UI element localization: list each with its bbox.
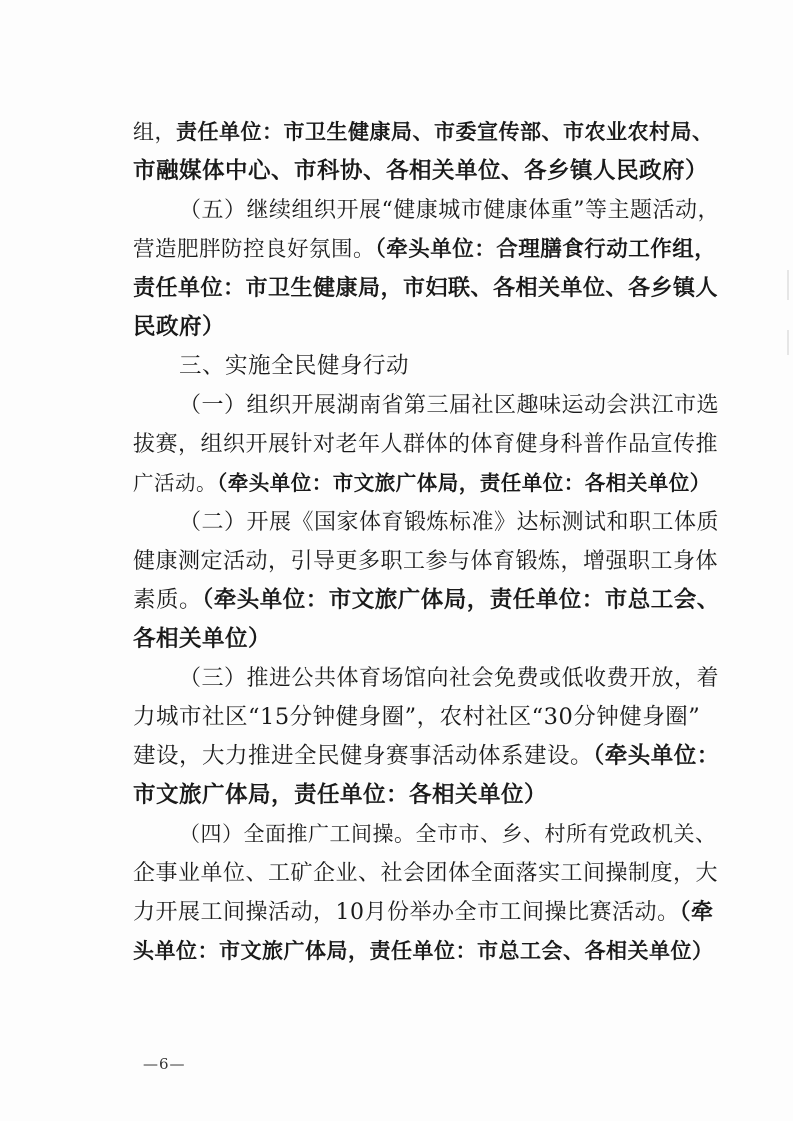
text-line <box>133 776 723 815</box>
text-line <box>133 230 723 269</box>
text-line <box>133 386 723 425</box>
text-line <box>133 854 723 893</box>
text-line <box>133 932 723 971</box>
responsibility-text: （牵头单位：合理膳食行动工作组， <box>375 237 717 262</box>
text-line <box>133 191 723 230</box>
responsibility-text: 市文旅广体局，责任单位：各相关单位） <box>133 782 548 808</box>
text-line <box>133 308 723 347</box>
responsibility-text: （牵 <box>679 900 714 925</box>
body-text: 力开展工间操活动，10月份举办全市工间操比赛活动。 <box>133 900 680 925</box>
text-line <box>133 620 723 659</box>
text-line <box>133 815 723 854</box>
scan-edge-mark <box>787 270 789 300</box>
responsibility-text: 头单位：市文旅广体局，责任单位：市总工会、各相关单位） <box>133 939 714 963</box>
body-text: 组， <box>133 120 176 144</box>
text-line <box>133 425 723 464</box>
body-text: 营造肥胖防控良好氛围。 <box>133 237 376 262</box>
text-line <box>133 542 723 581</box>
text-line <box>133 659 723 698</box>
text-line <box>133 152 723 191</box>
body-text: 建设，大力推进全民健身赛事活动体系建设。 <box>133 743 594 769</box>
body-text: 力城市社区“15分钟健身圈”，农村社区“30分钟健身圈” <box>133 704 701 730</box>
body-text: （四）全面推广工间操。全市市、乡、村所有党政机关、 <box>179 822 717 846</box>
responsibility-text: 责任单位：市卫生健康局、市委宣传部、市农业农村局、 <box>176 120 714 144</box>
body-text: 素质。 <box>133 587 203 613</box>
responsibility-text: 各相关单位） <box>133 626 272 652</box>
responsibility-text: 市融媒体中心、市科协、各相关单位、各乡镇人民政府） <box>133 158 709 184</box>
body-text: 广活动。 <box>133 471 217 495</box>
body-text: （一）组织开展湖南省第三届社区趣味运动会洪江市选 <box>179 393 720 418</box>
responsibility-text: （牵头单位： <box>593 743 720 769</box>
responsibility-text: （牵头单位：市文旅广体局，责任单位：市总工会、 <box>202 587 720 613</box>
text-line <box>133 464 723 503</box>
responsibility-text: 责任单位：市卫生健康局，市妇联、各相关单位、各乡镇人 <box>133 276 719 301</box>
body-text: （五）继续组织开展“健康城市健康体重”等主题活动， <box>179 198 720 223</box>
page-number: —6— <box>143 1055 186 1073</box>
text-line <box>133 503 723 542</box>
section-heading: 三、实施全民健身行动 <box>179 353 410 379</box>
body-text: 企事业单位、工矿企业、社会团体全面落实工间操制度，大 <box>133 861 719 886</box>
document-body <box>133 113 723 971</box>
body-text: （二）开展《国家体育锻炼标准》达标测试和职工体质 <box>179 510 720 535</box>
text-line <box>133 737 723 776</box>
text-line <box>133 893 723 932</box>
text-line <box>133 113 723 152</box>
body-text: 健康测定活动，引导更多职工参与体育锻炼，增强职工身体 <box>133 549 719 574</box>
text-line <box>133 269 723 308</box>
text-line <box>133 698 723 737</box>
responsibility-text: （牵头单位：市文旅广体局，责任单位：各相关单位） <box>217 471 711 495</box>
text-line <box>133 581 723 620</box>
responsibility-text: 民政府） <box>133 314 226 340</box>
body-text: 拔赛，组织开展针对老年人群体的体育健身科普作品宣传推 <box>133 432 719 457</box>
body-text: （三）推进公共体育场馆向社会免费或低收费开放，着 <box>179 666 720 691</box>
scan-edge-mark <box>787 330 789 355</box>
